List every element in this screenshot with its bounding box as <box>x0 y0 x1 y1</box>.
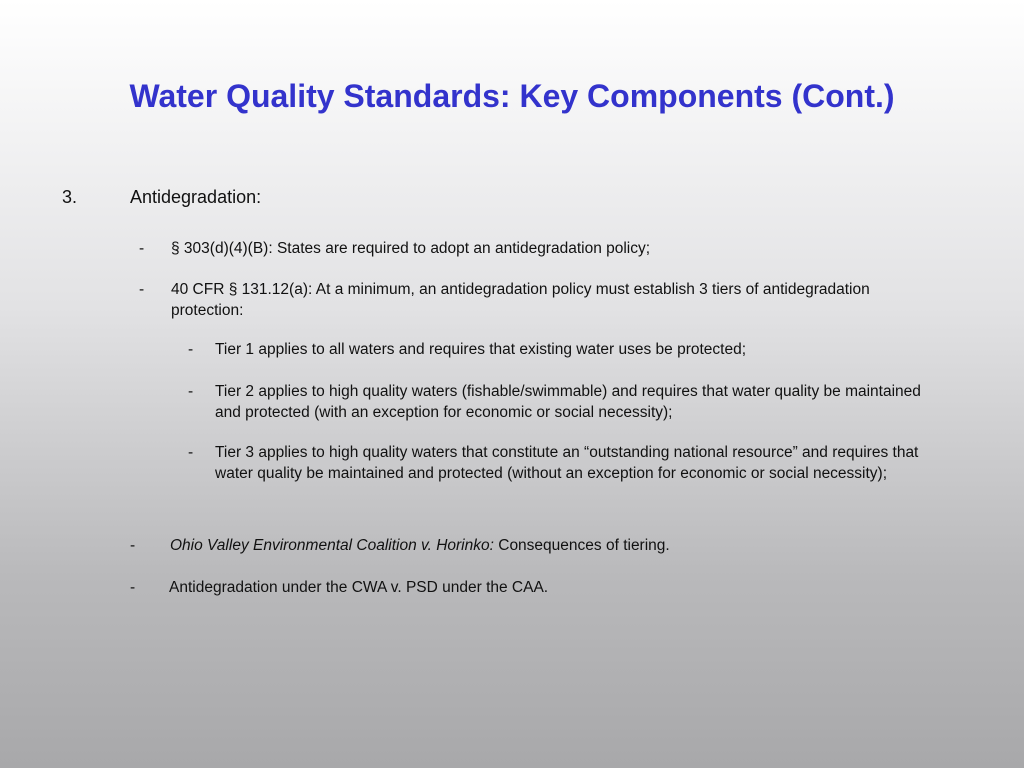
bullet-dash: - <box>188 444 194 461</box>
bullet-dash: - <box>188 383 194 400</box>
bullet-dash: - <box>130 537 136 554</box>
bullet-text: 40 CFR § 131.12(a): At a minimum, an antidegradation policy must establish 3 tiers of antidegradation protection: <box>171 281 870 319</box>
bullet-text: Antidegradation under the CWA v. PSD under the CAA. <box>169 579 549 596</box>
bullet-dash: - <box>130 579 136 596</box>
case-name: Ohio Valley Environmental Coalition v. Horinko: <box>170 537 494 554</box>
bullet-text: Tier 3 applies to high quality waters that constitute an “outstanding national resource” and requires that water quality be maintained and protected (without an exception for economic or social necessity); <box>215 444 919 482</box>
bullet-text: Tier 1 applies to all waters and requires that existing water uses be protected; <box>215 341 747 358</box>
item-number: 3. <box>62 187 78 207</box>
item-label: Antidegradation: <box>130 187 262 207</box>
bullet-dash: - <box>139 281 145 298</box>
bullet-text: § 303(d)(4)(B): States are required to adopt an antidegradation policy; <box>171 240 651 257</box>
bullet-dash: - <box>139 240 145 257</box>
bullet-text <box>170 536 870 557</box>
bullet-text: Tier 2 applies to high quality waters (fishable/swimmable) and requires that water quality be maintained and protected (with an exception for economic or social necessity); <box>215 383 921 421</box>
slide-title: Water Quality Standards: Key Components (Cont.) <box>129 78 895 114</box>
case-description: Consequences of tiering. <box>493 537 670 554</box>
bullet-dash: - <box>188 341 194 358</box>
